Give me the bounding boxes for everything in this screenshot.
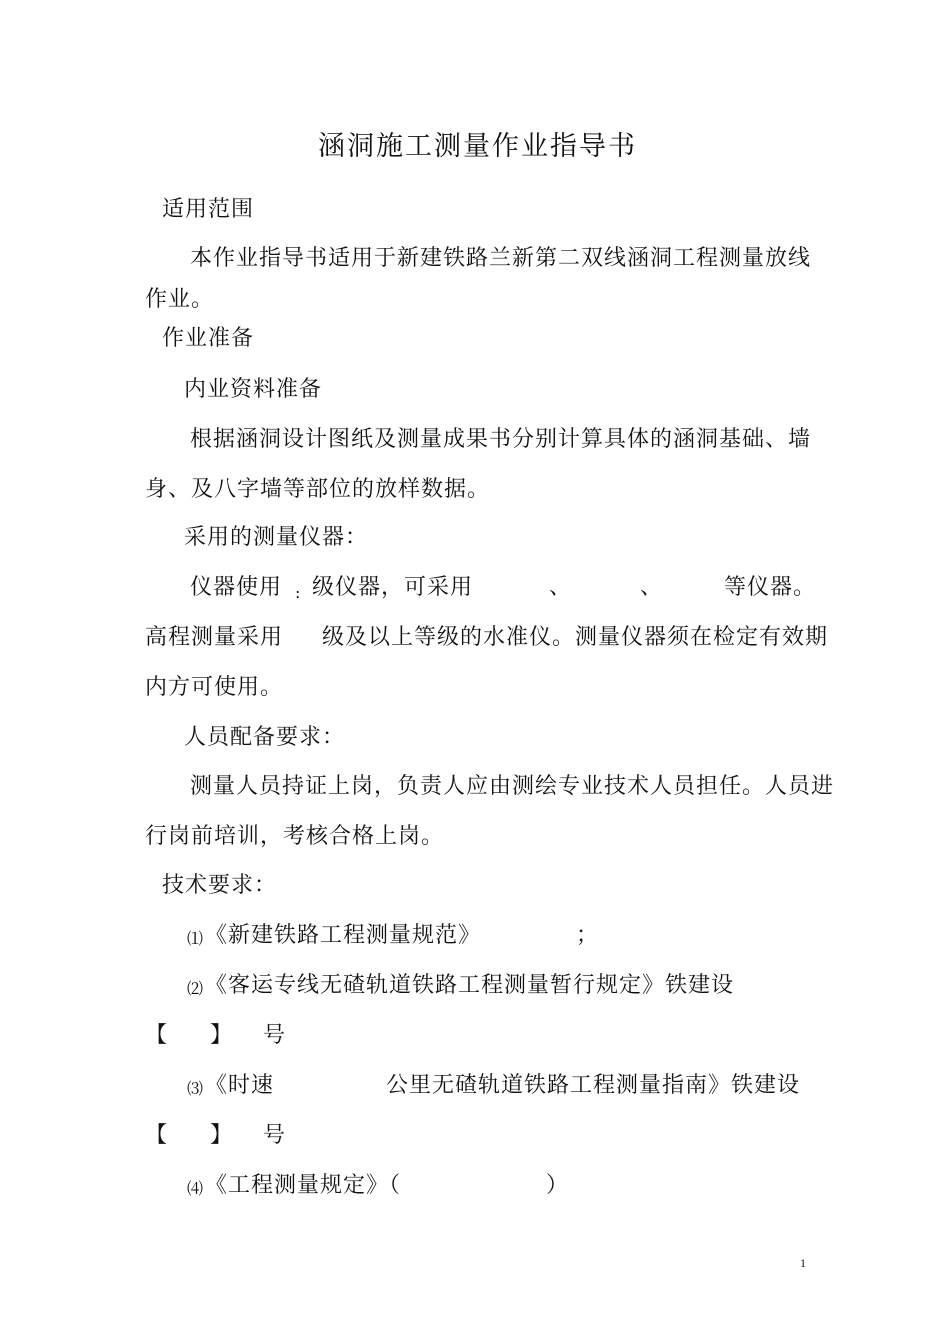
section-heading-scope: 适用范围 (162, 197, 255, 222)
paragraph-line: 行岗前培训，考核合格上岗。 (145, 824, 445, 849)
instrument-text: 等仪器。 (724, 575, 817, 600)
instrument-separator: 、 (549, 575, 573, 600)
list-number: ⑷ (187, 1179, 205, 1198)
paragraph-line: 内方可使用。 (145, 675, 284, 700)
paragraph-line: 本作业指导书适用于新建铁路兰新第二双线涵洞工程测量放线 (190, 246, 812, 271)
instrument-colon: : (295, 583, 302, 602)
paragraph-line: 作业。 (145, 287, 215, 312)
bracket-open: 【 (145, 1123, 169, 1148)
subheading-instruments: 采用的测量仪器： (184, 525, 369, 550)
requirement-text: 《时速 (205, 1073, 275, 1098)
instrument-text: 仪器使用 (190, 575, 283, 600)
list-number: ⑴ (187, 929, 205, 948)
requirement-text: 号 (263, 1023, 287, 1048)
list-number: ⑶ (187, 1079, 205, 1098)
section-heading-tech: 技术要求： (162, 873, 278, 898)
section-heading-prep: 作业准备 (162, 326, 255, 351)
paragraph-line: 根据涵洞设计图纸及测量成果书分别计算具体的涵洞基础、墙 (190, 427, 812, 452)
paragraph-line: 级及以上等级的水准仪。测量仪器须在检定有效期 (322, 625, 829, 650)
list-number: ⑵ (187, 979, 205, 998)
subheading-staff: 人员配备要求： (184, 725, 346, 750)
requirement-text: 《新建铁路工程测量规范》 (205, 923, 482, 948)
requirement-text: 《工程测量规定》（ (205, 1173, 402, 1198)
subheading-internal: 内业资料准备 (184, 377, 323, 402)
bracket-close: 】 (210, 1023, 234, 1048)
page-number: 1 (800, 1256, 807, 1270)
requirement-text: ） (546, 1173, 570, 1198)
requirement-text: 《客运专线无碴轨道铁路工程测量暂行规定》铁建设 (205, 973, 735, 998)
requirement-text: ； (576, 923, 600, 948)
instrument-text: 级仪器，可采用 (312, 575, 474, 600)
requirement-text: 公里无碴轨道铁路工程测量指南》铁建设 (386, 1073, 801, 1098)
paragraph-line: 身、及八字墙等部位的放样数据。 (145, 477, 491, 502)
bracket-close: 】 (210, 1123, 234, 1148)
paragraph-line: 高程测量采用 (145, 625, 284, 650)
instrument-separator: 、 (640, 575, 664, 600)
paragraph-line: 测量人员持证上岗，负责人应由测绘专业技术人员担任。人员进 (190, 774, 835, 799)
document-title: 涵洞施工测量作业指导书 (318, 131, 637, 162)
bracket-open: 【 (145, 1023, 169, 1048)
requirement-text: 号 (263, 1123, 287, 1148)
